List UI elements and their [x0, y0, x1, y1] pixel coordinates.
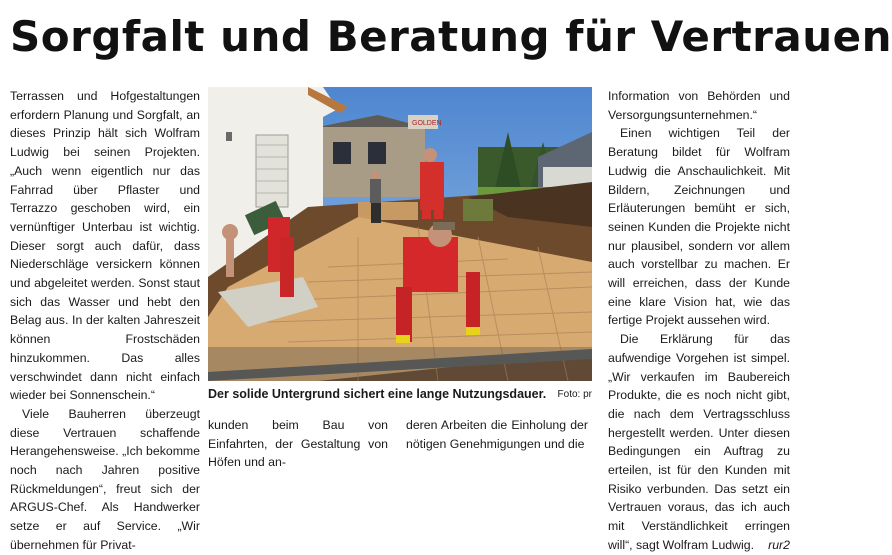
paragraph: deren Arbeiten die Einholung der nötigen Genehmigungen und die [406, 418, 588, 451]
paragraph [608, 330, 790, 554]
photo-caption [208, 386, 592, 402]
caption-text: Der solide Untergrund sichert eine lange Nutzungsdauer. [208, 387, 547, 401]
paragraph: Viele Bauherren überzeugt diese Vertrauen schaffende Herangehensweise. „Ich bekomme noch nach Jahren positive Rückmeldungen“, freut sich der ARGUS-Chef. Als Handwerker setze er auf Service. „Wir übernehmen für Privat- [10, 406, 201, 552]
text-column-2a [208, 416, 388, 472]
paragraph: Information von Behörden und Versorgungsunternehmen.“ [608, 89, 790, 122]
text-column-3 [608, 87, 790, 555]
headline: Sorgfalt und Beratung für Vertrauen [10, 12, 892, 61]
paragraph-text: Die Erklärung für das aufwendige Vorgehen ist simpel. „Wir verkaufen im Baubereich Produkte, die es noch nicht gibt, die nach dem Vertragsschluss hergestellt werden. Unter diesen Bedingungen ein Auftrag zu erteilen, ist für den Kunden mit Risiko verbunden. Das setzt ein Vertrauen voraus, das ich auch mit Verständlichkeit erringen will“, sagt Wolfram Ludwig. [608, 332, 790, 552]
paragraph: kunden beim Bau von Einfahrten, der Gestaltung von Höfen und an- [208, 418, 388, 470]
photo-credit: Foto: pr [557, 389, 592, 400]
paragraph: Einen wichtigen Teil der Beratung bildet für Wolfram Ludwig die Anschaulichkeit. Mit Bildern, Zeichnungen und Erläuterungen bemüht er sich, seinen Kunden die Projekte nicht nur plausibel, sondern vor allem auch vorstellbar zu machen. Er will erreichen, dass der Kunde eine klare Vision hat, wie das fertige Projekt aussehen wird. [608, 126, 790, 328]
article-photo [208, 87, 592, 381]
photo-illustration [208, 87, 592, 381]
text-column-2b [406, 416, 588, 453]
author-signature: rur2 [768, 537, 790, 552]
sign-text: GOLDEN [412, 120, 442, 127]
paragraph: Terrassen und Hofgestaltungen erfordern Planung und Sorgfalt, an dieses Prinzip hält sich Wolfram Ludwig bei seinen Projekten. „Auch wenn eigentlich nur das Fahrrad über Pflaster und Terrazzo geschoben wird, ein vernünftiger Unterbau ist wichtig. Dieser sorgt auch dafür, dass Niederschläge versickern können und abgeleitet werden. Sonst staut sich das Wasser und hebt den Belag aus. In der kalten Jahreszeit können Frostschäden hinzukommen. Das alles verschwindet dann nicht einfach wieder bei Sonnenschein.“ [10, 89, 200, 403]
text-column-1 [10, 87, 200, 555]
